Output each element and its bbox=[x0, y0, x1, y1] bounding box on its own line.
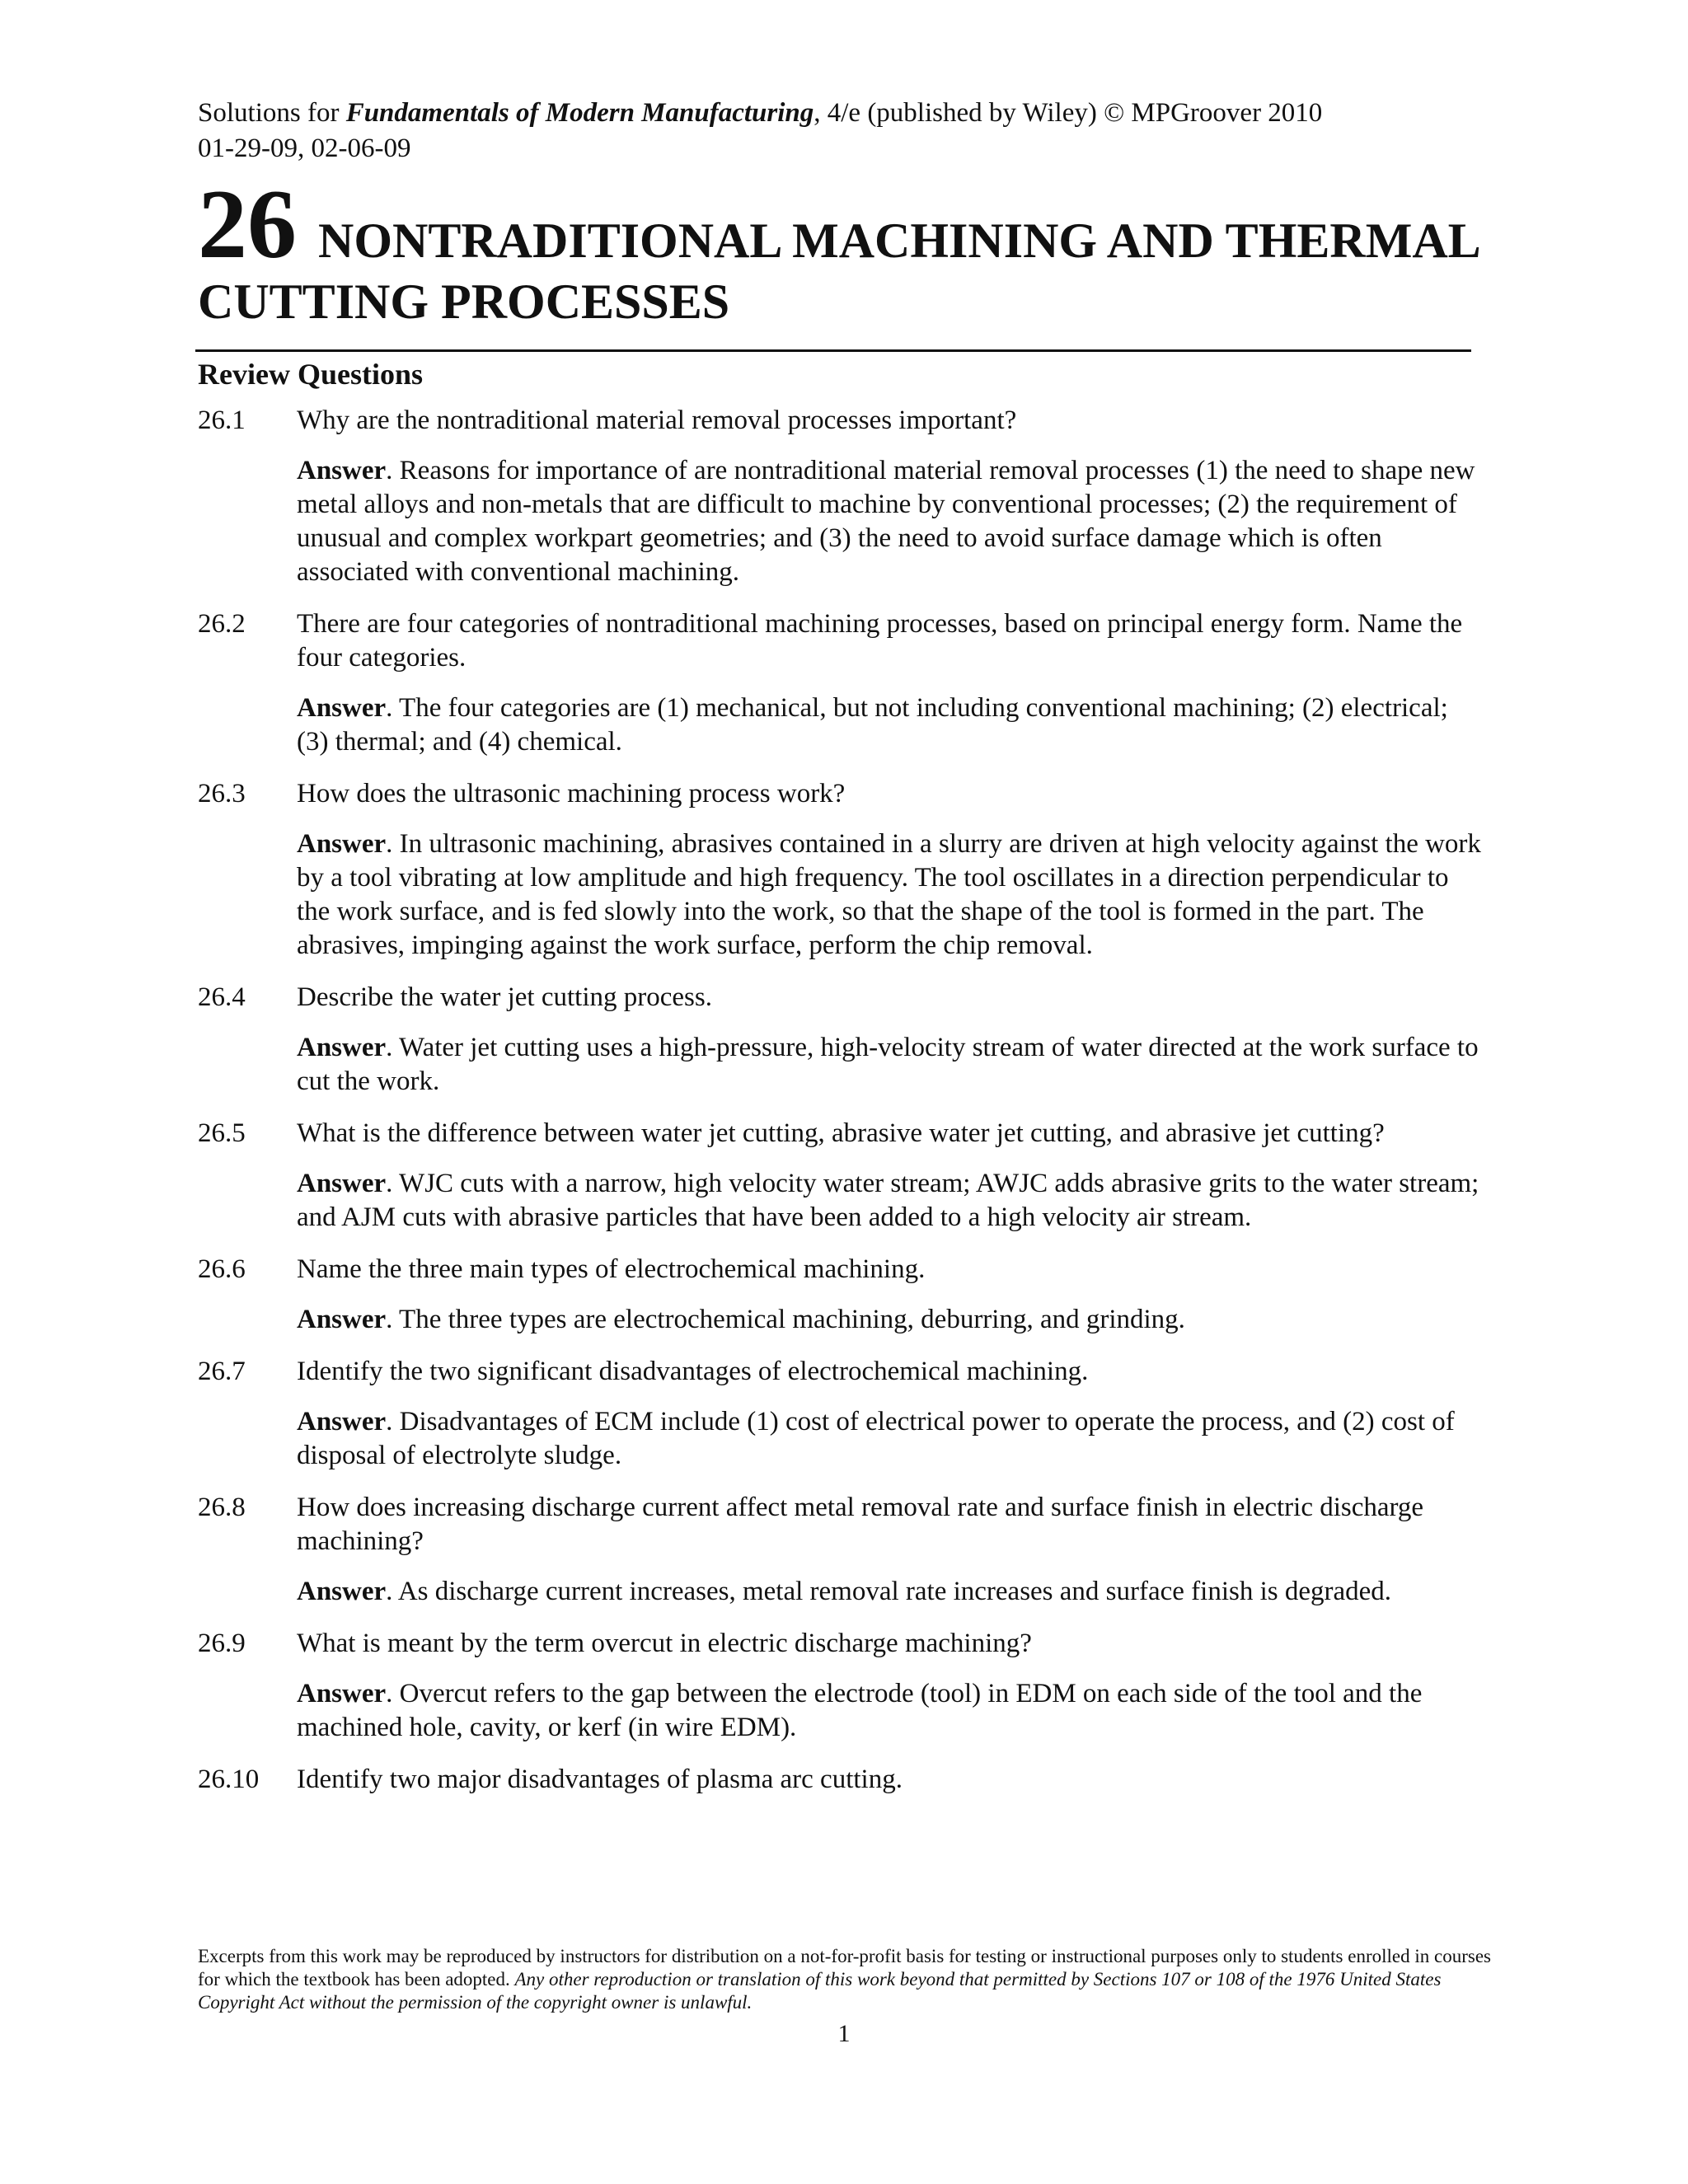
question-number: 26.5 bbox=[198, 1118, 246, 1148]
answer-label: Answer bbox=[297, 829, 387, 859]
question-text: Name the three main types of electrochemical machining. bbox=[297, 1254, 926, 1284]
answer bbox=[297, 1405, 1484, 1473]
chapter-heading bbox=[198, 169, 1517, 332]
section-title: Review Questions bbox=[198, 358, 423, 391]
question-text: Identify two major disadvantages of plasma arc cutting. bbox=[297, 1765, 903, 1794]
page-number: 1 bbox=[837, 2020, 851, 2047]
footer-warning: Any other reproduction or translation of this work beyond that permitted by Sections 107 or 108 of the 1976 United States Copyright Act without the permission of the copyright owner is unlawful. bbox=[198, 1969, 1442, 2013]
answer-text: . The four categories are (1) mechanical, but not including conventional machining; (2) electrical; (3) thermal; and (4) chemical. bbox=[297, 693, 1448, 757]
question-number: 26.3 bbox=[198, 779, 246, 808]
question-number: 26.2 bbox=[198, 609, 246, 639]
answer-label: Answer bbox=[297, 1305, 387, 1334]
answer bbox=[297, 1677, 1484, 1745]
answer-label: Answer bbox=[297, 1679, 387, 1708]
question-number: 26.1 bbox=[198, 405, 246, 435]
answer-label: Answer bbox=[297, 1033, 387, 1062]
heading-divider bbox=[195, 349, 1471, 352]
header-prefix: Solutions for bbox=[198, 98, 346, 128]
answer-text: . Disadvantages of ECM include (1) cost of electrical power to operate the process, and (2) cost of disposal of electrolyte sludge. bbox=[297, 1407, 1455, 1470]
running-header bbox=[198, 96, 1322, 129]
answer-text: . Overcut refers to the gap between the electrode (tool) in EDM on each side of the tool and the machined hole, cavity, or kerf (in wire EDM). bbox=[297, 1679, 1423, 1742]
question-number: 26.4 bbox=[198, 982, 246, 1012]
question-text: What is meant by the term overcut in electric discharge machining? bbox=[297, 1629, 1032, 1658]
answer-label: Answer bbox=[297, 1577, 387, 1606]
chapter-number: 26 bbox=[198, 169, 297, 279]
footer-notice: Excerpts from this work may be reproduced by instructors for distribution on a not-for-profit basis for testing or instructional purposes only to students enrolled in courses for which the textbook has been adopted. bbox=[198, 1946, 1491, 1990]
header-suffix: , 4/e (published by Wiley) © MPGroover 2010 bbox=[814, 98, 1323, 128]
question bbox=[198, 607, 1484, 675]
question-list bbox=[198, 404, 1484, 1813]
answer bbox=[297, 1167, 1484, 1235]
question-number: 26.9 bbox=[198, 1629, 246, 1658]
answer-label: Answer bbox=[297, 1169, 387, 1198]
question bbox=[198, 1117, 1484, 1151]
question bbox=[198, 1253, 1484, 1286]
revision-dates: 01-29-09, 02-06-09 bbox=[198, 134, 411, 163]
question-number: 26.10 bbox=[198, 1765, 260, 1794]
answer bbox=[297, 691, 1484, 759]
answer bbox=[297, 827, 1484, 963]
question-text: Identify the two significant disadvantages of electrochemical machining. bbox=[297, 1357, 1089, 1386]
question-number: 26.7 bbox=[198, 1357, 246, 1386]
question bbox=[198, 1355, 1484, 1389]
question-number: 26.8 bbox=[198, 1493, 246, 1522]
question-text: Why are the nontraditional material removal processes important? bbox=[297, 405, 1017, 435]
chapter-title: NONTRADITIONAL MACHINING AND THERMAL CUTTING PROCESSES bbox=[198, 213, 1479, 329]
question-text: Describe the water jet cutting process. bbox=[297, 982, 712, 1012]
answer bbox=[297, 1031, 1484, 1099]
question-text: How does the ultrasonic machining process work? bbox=[297, 779, 846, 808]
answer bbox=[297, 454, 1484, 589]
answer-label: Answer bbox=[297, 456, 387, 485]
question bbox=[198, 981, 1484, 1015]
question bbox=[198, 1763, 1484, 1797]
answer-text: . In ultrasonic machining, abrasives contained in a slurry are driven at high velocity against the work by a tool vibrating at low amplitude and high frequency. The tool oscillates in a direction perpendicular to the work surface, and is fed slowly into the work, so that the shape of the tool is formed in the part. The abrasives, impinging against the work surface, perform the chip removal. bbox=[297, 829, 1481, 960]
answer-label: Answer bbox=[297, 1407, 387, 1436]
question-text: How does increasing discharge current affect metal removal rate and surface finish in electric discharge machining? bbox=[297, 1493, 1424, 1556]
question bbox=[198, 777, 1484, 811]
answer-text: . Water jet cutting uses a high-pressure, high-velocity stream of water directed at the work surface to cut the work. bbox=[297, 1033, 1479, 1096]
answer-text: . The three types are electrochemical machining, deburring, and grinding. bbox=[386, 1305, 1185, 1334]
answer-text: . WJC cuts with a narrow, high velocity water stream; AWJC adds abrasive grits to the water stream; and AJM cuts with abrasive particles that have been added to a high velocity air stream. bbox=[297, 1169, 1479, 1232]
answer-text: . Reasons for importance of are nontraditional material removal processes (1) the need to shape new metal alloys and non-metals that are difficult to machine by conventional processes; (2) the requirement of unusual and complex workpart geometries; and (3) the need to avoid surface damage which is often associated with conventional machining. bbox=[297, 456, 1475, 587]
question-number: 26.6 bbox=[198, 1254, 246, 1284]
answer-text: . As discharge current increases, metal removal rate increases and surface finish is degraded. bbox=[386, 1577, 1392, 1606]
question bbox=[198, 1627, 1484, 1661]
question bbox=[198, 404, 1484, 438]
answer bbox=[297, 1303, 1484, 1337]
answer-label: Answer bbox=[297, 693, 387, 723]
book-title: Fundamentals of Modern Manufacturing bbox=[345, 98, 814, 128]
question-text: What is the difference between water jet cutting, abrasive water jet cutting, and abrasive jet cutting? bbox=[297, 1118, 1385, 1148]
question-text: There are four categories of nontraditional machining processes, based on principal energy form. Name the four categories. bbox=[297, 609, 1463, 673]
copyright-footer bbox=[198, 1945, 1492, 2014]
question bbox=[198, 1491, 1484, 1558]
answer bbox=[297, 1575, 1484, 1609]
